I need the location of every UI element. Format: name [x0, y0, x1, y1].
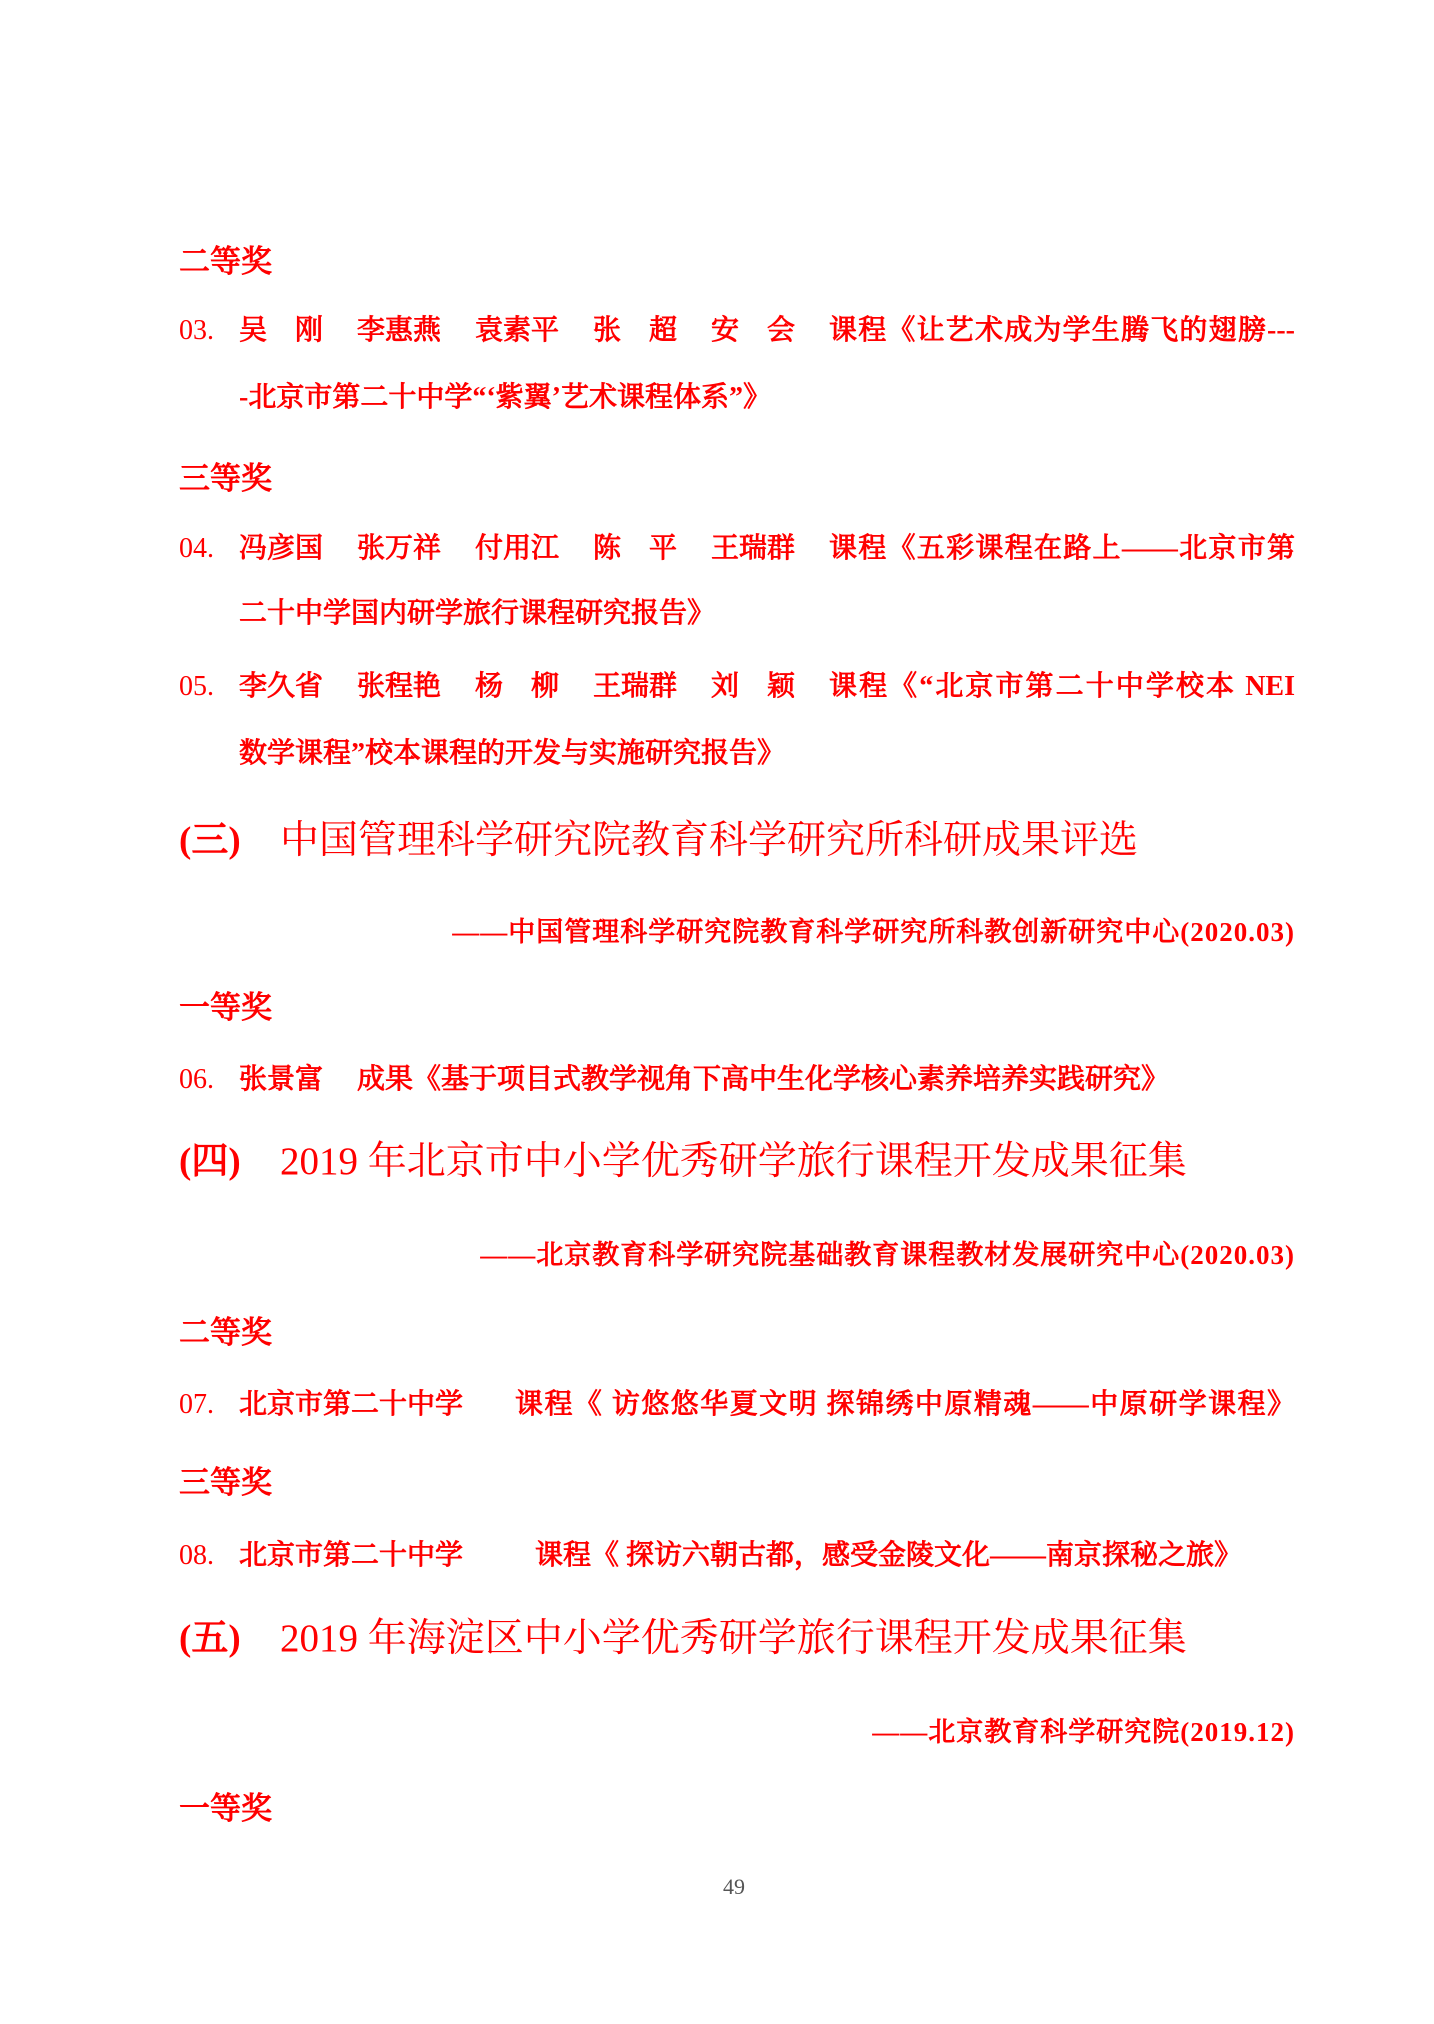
section-number: (四): [179, 1141, 241, 1182]
award-level-label: 一等奖: [179, 1791, 272, 1826]
section-title: 2019 年北京市中小学优秀研学旅行课程开发成果征集: [280, 1140, 1187, 1183]
entry-title: 课程《 访悠悠华夏文明 探锦绣中原精魂——中原研学课程》: [515, 1389, 1295, 1420]
entry-number: 05.: [179, 671, 214, 702]
award-entry-07: [179, 1383, 1295, 1427]
author-name: 张景富: [239, 1064, 323, 1095]
author-name: 张 超: [593, 315, 677, 346]
entry-title: 成果《基于项目式教学视角下高中生化学核心素养培养实践研究》: [357, 1064, 1170, 1095]
entry-number: 06.: [179, 1064, 214, 1095]
entry-title: 课程《五彩课程在路上——北京市第: [829, 533, 1295, 564]
section-credit: ——北京教育科学研究院基础教育课程教材发展研究中心(2020.03): [480, 1240, 1295, 1270]
entry-title: 课程《 探访六朝古都，感受金陵文化——南京探秘之旅》: [535, 1540, 1243, 1571]
section-credit: ——中国管理科学研究院教育科学研究所科教创新研究中心(2020.03): [452, 917, 1295, 947]
section-credit: ——北京教育科学研究院(2019.12): [872, 1717, 1295, 1747]
award-entry-08: [179, 1534, 1295, 1578]
author-name: 杨 柳: [475, 671, 559, 702]
author-name: 陈 平: [593, 533, 677, 564]
author-name: 安 会: [711, 315, 795, 346]
award-level-label: 一等奖: [179, 990, 272, 1025]
section-heading-5: [179, 1611, 1295, 1667]
institution-name: 北京市第二十中学: [239, 1540, 464, 1571]
author-name: 吴 刚: [239, 315, 323, 346]
section-number: (五): [179, 1618, 241, 1659]
section-number: (三): [179, 820, 241, 861]
entry-title: 课程《让艺术成为学生腾飞的翅膀---: [829, 315, 1295, 346]
award-entry-05: [179, 665, 1295, 709]
entry-title: 课程《“北京市第二十中学校本 NEI: [829, 671, 1295, 702]
entry-number: 04.: [179, 533, 214, 564]
author-name: 李惠燕: [357, 315, 441, 346]
author-name: 冯彦国: [239, 533, 323, 564]
award-entry-04: [179, 527, 1295, 571]
award-level-label: 二等奖: [179, 244, 272, 279]
section-title: 中国管理科学研究院教育科学研究所科研成果评选: [280, 819, 1139, 862]
entry-title-continuation: -北京市第二十中学“‘紫翼’艺术课程体系”》: [239, 382, 771, 413]
award-entry-06: [179, 1058, 1295, 1102]
author-name: 袁素平: [475, 315, 559, 346]
author-name: 付用江: [475, 533, 559, 564]
entry-title-continuation: 二十中学国内研学旅行课程研究报告》: [239, 598, 716, 629]
author-name: 王瑞群: [593, 671, 677, 702]
author-name: 刘 颖: [711, 671, 795, 702]
section-heading-3: [179, 813, 1295, 869]
author-name: 王瑞群: [711, 533, 795, 564]
award-level-label: 二等奖: [179, 1315, 272, 1350]
author-name: 李久省: [239, 671, 323, 702]
award-level-label: 三等奖: [179, 461, 272, 496]
entry-title-continuation: 数学课程”校本课程的开发与实施研究报告》: [239, 738, 786, 769]
entry-number: 03.: [179, 315, 214, 346]
page-number: 49: [723, 1874, 745, 1899]
award-entry-03: [179, 309, 1295, 353]
section-title: 2019 年海淀区中小学优秀研学旅行课程开发成果征集: [280, 1617, 1187, 1660]
entry-number: 07.: [179, 1389, 214, 1420]
award-level-label: 三等奖: [179, 1465, 272, 1500]
entry-number: 08.: [179, 1540, 214, 1571]
author-name: 张万祥: [357, 533, 441, 564]
institution-name: 北京市第二十中学: [239, 1389, 464, 1420]
section-heading-4: [179, 1134, 1295, 1190]
author-name: 张程艳: [357, 671, 441, 702]
